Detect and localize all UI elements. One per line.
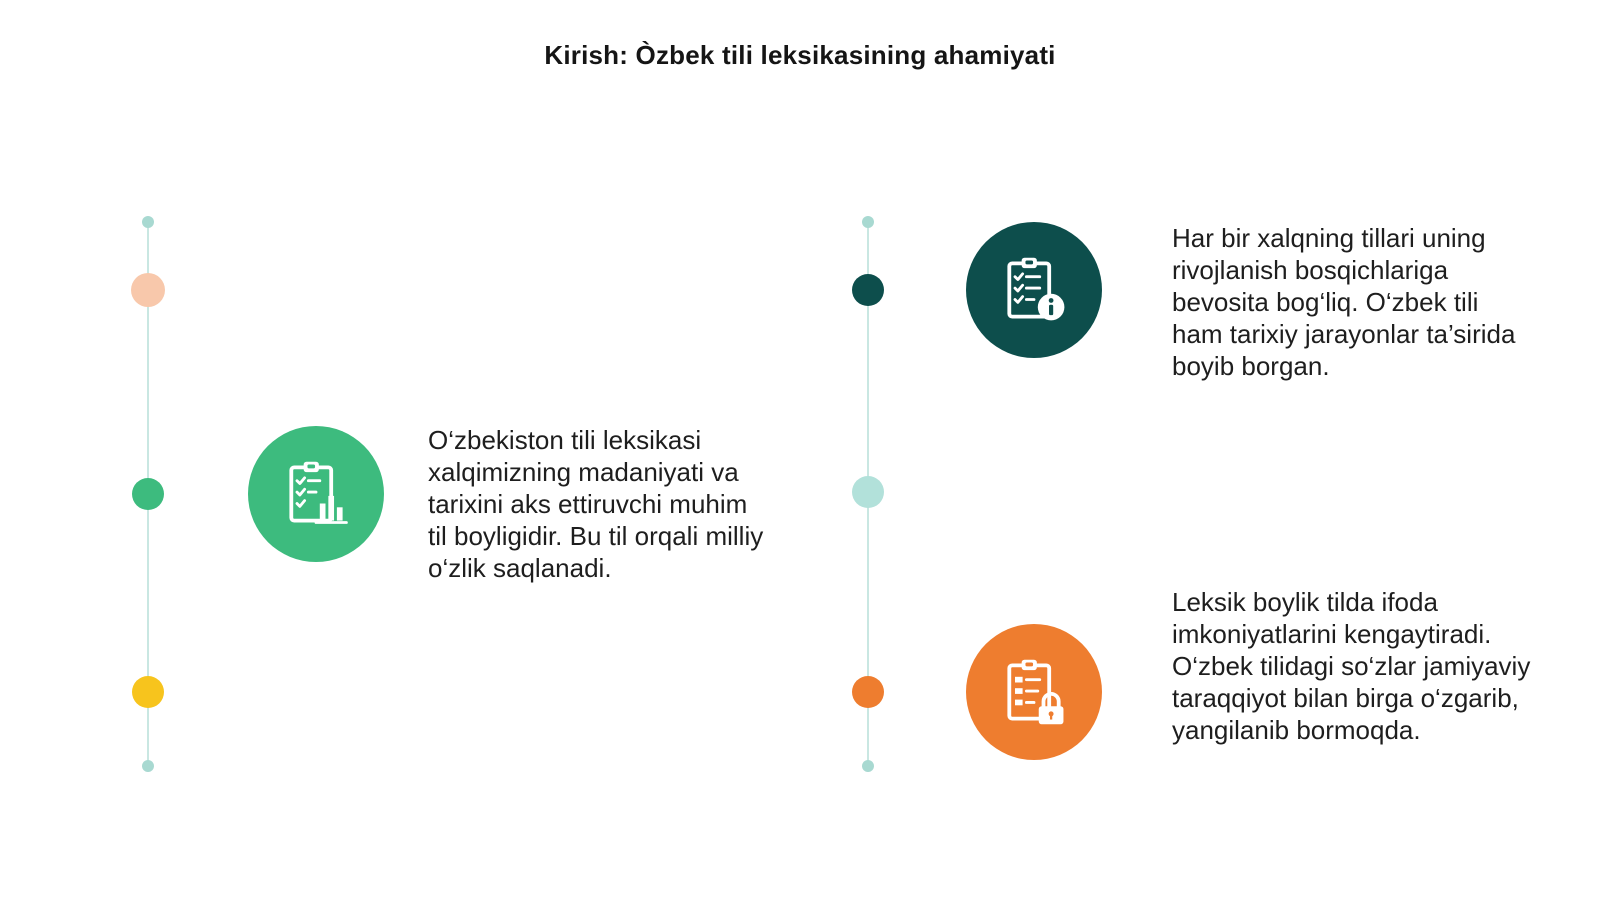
left-timeline-top-cap — [142, 216, 154, 228]
right-timeline-top-cap — [862, 216, 874, 228]
left-timeline-dot-3 — [132, 676, 164, 708]
clipboard-chart-icon-glyph — [278, 456, 354, 532]
clipboard-info-icon-glyph — [996, 252, 1072, 328]
right-timeline-dot-2 — [852, 476, 884, 508]
right-timeline-bottom-cap — [862, 760, 874, 772]
right-timeline-dot-3 — [852, 676, 884, 708]
right-timeline-dot-1 — [852, 274, 884, 306]
left-timeline-dot-2 — [132, 478, 164, 510]
clipboard-lock-icon — [966, 624, 1102, 760]
item-2-text: Har bir xalqning tillari uning rivojlanish bosqichlariga bevosita bog‘liq. O‘zbek tili ham tarixiy jarayonlar ta’sirida boyib borgan. — [1172, 223, 1516, 381]
clipboard-info-icon — [966, 222, 1102, 358]
item-1-text: O‘zbekiston tili leksikasi xalqimizning madaniyati va tarixini aks ettiruvchi muhim til boyligidir. Bu til orqali milliy o‘zlik saqlanadi. — [428, 425, 764, 583]
item-3-text: Leksik boylik tilda ifoda imkoniyatlarini kengaytiradi. O‘zbek tilidagi so‘zlar jamiyaviy taraqqiyot bilan birga o‘zgarib, yangilanib bormoqda. — [1172, 587, 1531, 745]
page-title: Kirish: Òzbek tili leksikasining ahamiyati — [544, 40, 1056, 70]
left-timeline-bottom-cap — [142, 760, 154, 772]
clipboard-lock-icon-glyph — [996, 654, 1072, 730]
clipboard-chart-icon — [248, 426, 384, 562]
left-timeline-dot-1 — [131, 273, 165, 307]
